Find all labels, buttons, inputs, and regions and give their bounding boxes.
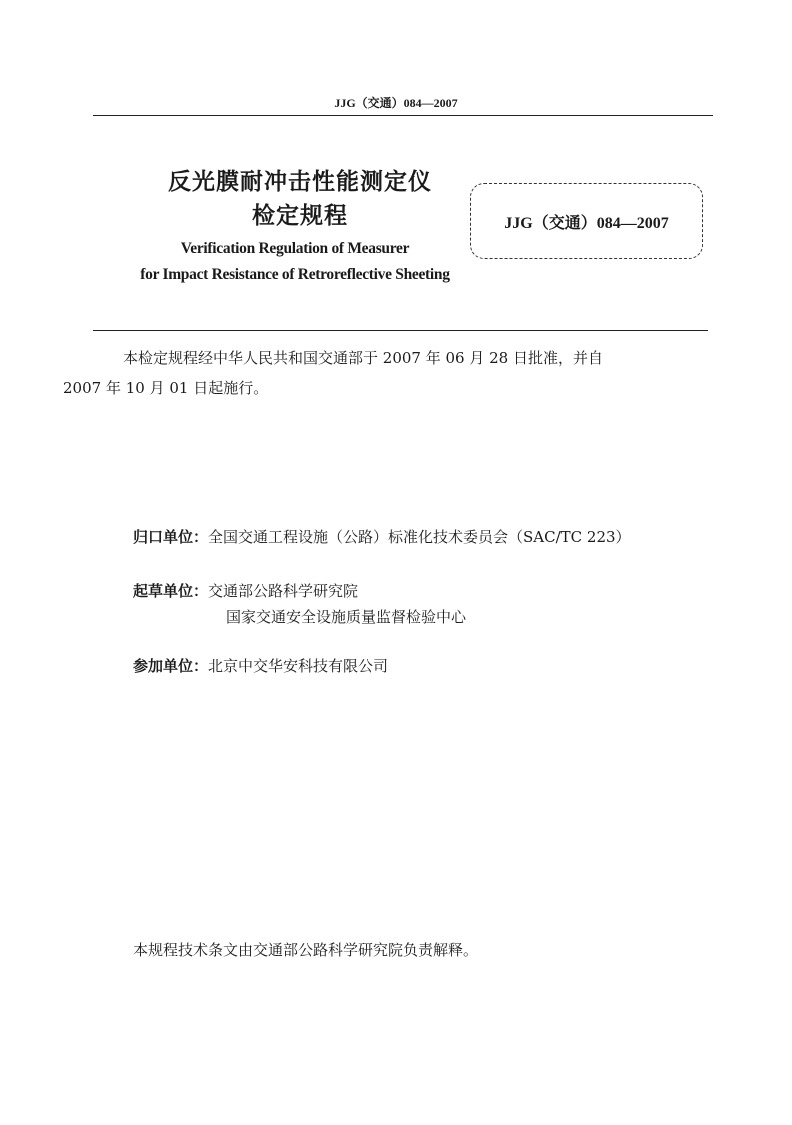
- standard-code-box-text: JJG（交通）084—2007: [504, 214, 669, 232]
- drafting-unit-label: 起草单位：: [133, 582, 209, 600]
- drafting-unit-value-1: 交通部公路科学研究院: [208, 582, 359, 600]
- approval-line2: 2007 年 10 月 01 日起施行。: [63, 379, 269, 397]
- title-en-line1: Verification Regulation of Measurer: [180, 240, 410, 257]
- participating-unit-label: 参加单位：: [133, 657, 209, 675]
- title-rule: [93, 330, 708, 331]
- approval-paragraph: [63, 343, 713, 403]
- drafting-unit-row: [133, 580, 358, 601]
- drafting-unit-value-2: 国家交通安全设施质量监督检验中心: [226, 608, 467, 626]
- participating-unit-value: 北京中交华安科技有限公司: [208, 657, 389, 675]
- header-rule: [93, 115, 713, 116]
- title-en-line2: for Impact Resistance of Retroreflective Sheeting: [140, 266, 450, 283]
- header-standard-code: JJG（交通）084—2007: [334, 96, 458, 110]
- title-cn-line2: 检定规程: [252, 203, 348, 229]
- centralized-unit-value: 全国交通工程设施（公路）标准化技术委员会（SAC/TC 223）: [208, 528, 631, 546]
- participating-unit-row: [133, 655, 388, 676]
- standard-code-box: [470, 183, 703, 259]
- centralized-unit-label: 归口单位：: [133, 528, 209, 546]
- footer-note: 本规程技术条文由交通部公路科学研究院负责解释。: [133, 941, 479, 959]
- centralized-unit-row: [133, 526, 631, 547]
- title-cn-line1: 反光膜耐冲击性能测定仪: [168, 169, 432, 195]
- approval-line1: 本检定规程经中华人民共和国交通部于 2007 年 06 月 28 日批准，并自: [123, 349, 603, 367]
